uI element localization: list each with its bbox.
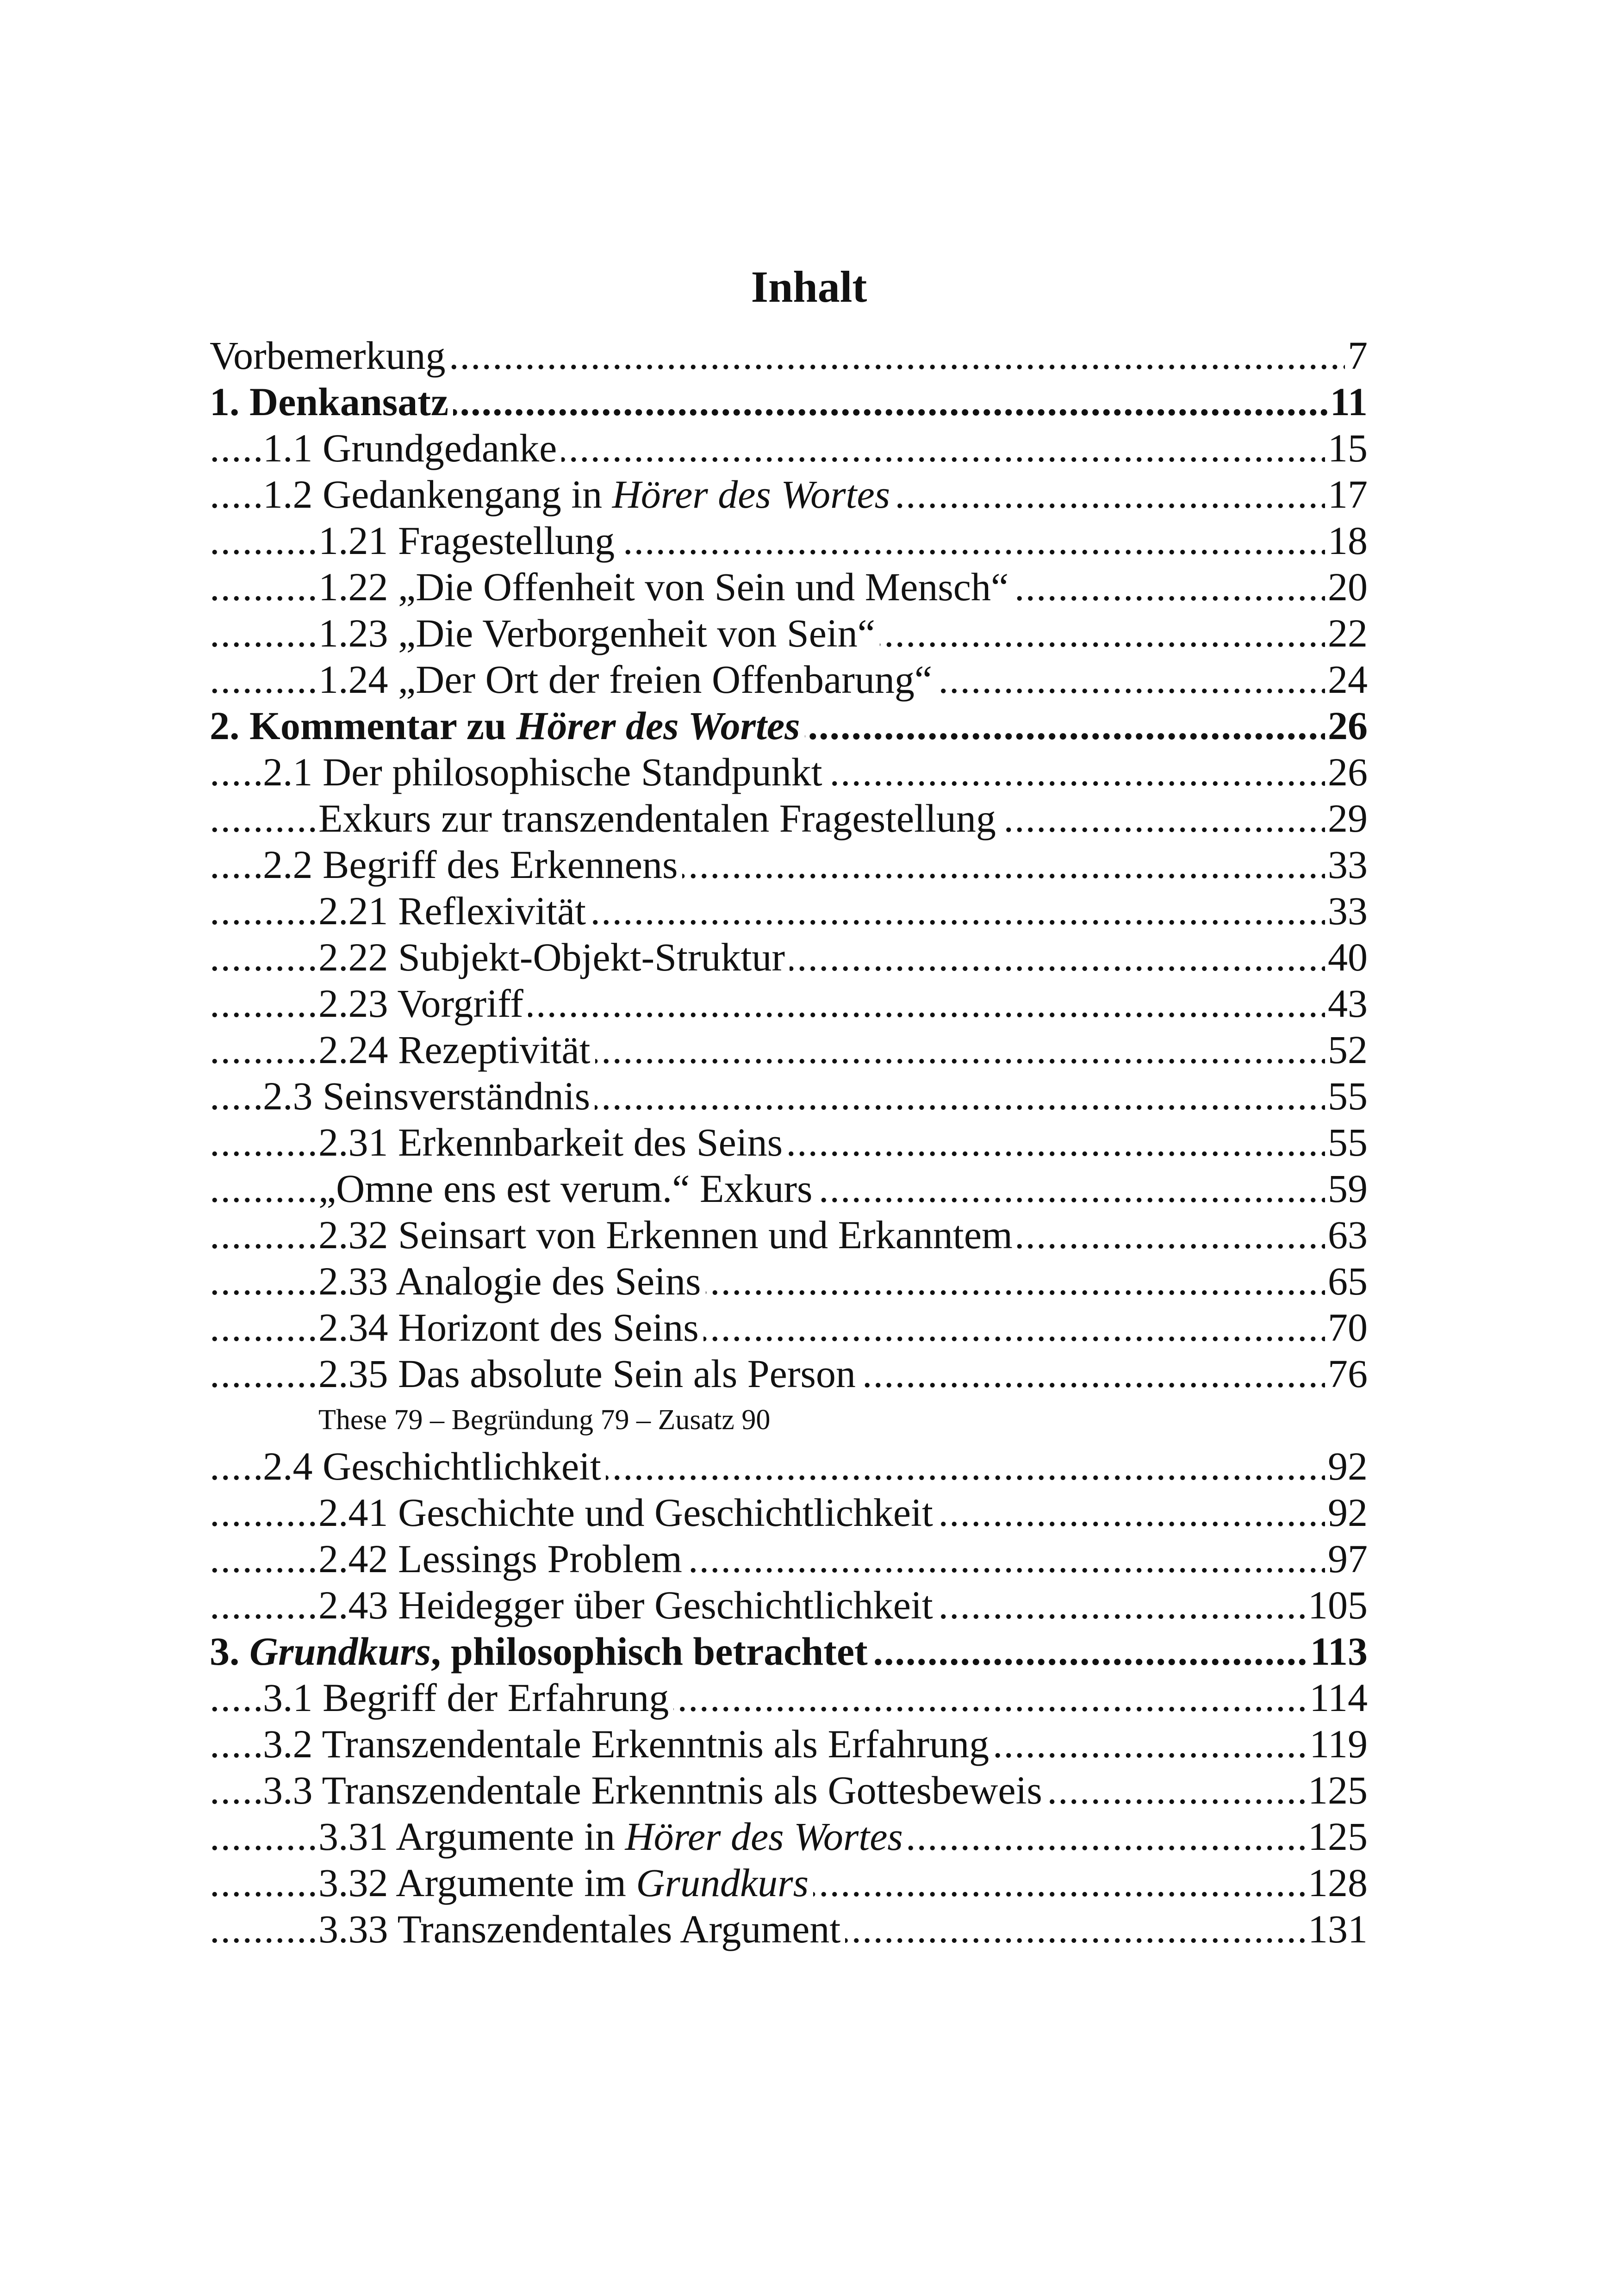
toc-entry — [210, 1073, 1368, 1119]
toc-page-number: 20 — [1325, 564, 1368, 610]
toc-page-number: 52 — [1325, 1027, 1368, 1073]
toc-page-number: 131 — [1305, 1906, 1368, 1952]
toc-entry — [210, 1721, 1368, 1767]
toc-entry-title — [318, 1166, 817, 1211]
toc-page-number: 76 — [1325, 1350, 1368, 1397]
toc-entry — [210, 564, 1368, 610]
toc-entry — [210, 1582, 1368, 1628]
toc-page-number: 18 — [1325, 517, 1368, 564]
toc-entry-title-part: 2.34 Horizont des Seins — [318, 1305, 699, 1350]
toc-entry-title — [318, 1305, 703, 1350]
page-title: Inhalt — [751, 262, 867, 311]
toc-entry-title — [318, 1583, 938, 1627]
toc-entry-title-part: 2. Kommentar zu — [210, 703, 517, 748]
toc-entry — [210, 888, 1368, 934]
toc-entry-title-part: Vorbemerkung — [210, 333, 446, 378]
toc-page-number: 29 — [1325, 795, 1368, 841]
toc-entry-title — [263, 1722, 994, 1766]
toc-entry-title — [318, 1351, 860, 1396]
toc-entry-title — [318, 1907, 845, 1951]
toc-entry — [210, 1165, 1368, 1212]
toc-entry-title-part: 3.1 Begriff der Erfahrung — [263, 1675, 669, 1720]
toc-entry-title-part: 2.32 Seinsart von Erkennen und Erkanntem — [318, 1213, 1013, 1257]
toc-entry — [210, 379, 1368, 425]
toc-page-number: 26 — [1325, 703, 1368, 749]
toc-entry-title-part: 2.21 Reflexivität — [318, 889, 586, 933]
toc-entry — [210, 425, 1368, 471]
toc-entry — [210, 703, 1368, 749]
toc-entry-title-part: 3.2 Transzendentale Erkenntnis als Erfahrung — [263, 1722, 989, 1766]
toc-page-number: 26 — [1325, 749, 1368, 795]
toc-entry-title-part: 3.3 Transzendentale Erkenntnis als Gottesbeweis — [263, 1768, 1042, 1812]
toc-page-number: 7 — [1345, 332, 1368, 379]
toc-entry — [210, 610, 1368, 656]
toc-entry-title-part: 1.21 Fragestellung — [318, 518, 615, 563]
toc-page-number: 15 — [1325, 425, 1368, 471]
toc-page-number: 43 — [1325, 980, 1368, 1027]
toc-page-number: 11 — [1327, 379, 1368, 425]
toc-entry-title-part: 1. Denkansatz — [210, 380, 449, 424]
toc-entry-title-part: Hörer des Wortes — [612, 472, 890, 516]
toc-entry-title — [263, 1768, 1047, 1812]
toc-page-number: 125 — [1305, 1813, 1368, 1860]
toc-entry-title-part: 2.42 Lessings Problem — [318, 1537, 682, 1581]
toc-entry-title — [318, 1120, 787, 1164]
toc-entry-title-part: 2.4 Geschichtlichkeit — [263, 1444, 601, 1488]
toc-page-number: 114 — [1307, 1674, 1368, 1721]
toc-entry-title-part: 2.24 Rezeptivität — [318, 1027, 591, 1072]
toc-entry — [210, 1443, 1368, 1489]
toc-entry-title-part: 1.23 „Die Verborgenheit von Sein“ — [318, 611, 875, 655]
toc-entry-title — [263, 750, 827, 794]
toc-entry — [210, 1350, 1368, 1397]
toc-entry-title-part: 3.31 Argumente in — [318, 1814, 625, 1859]
toc-entry-title — [263, 842, 682, 887]
toc-page-number: 92 — [1325, 1443, 1368, 1489]
toc-entry-title-part: 2.2 Begriff des Erkennens — [263, 842, 678, 887]
toc-page-number: 40 — [1325, 934, 1368, 980]
toc-entry-title — [210, 1629, 872, 1674]
toc-note: These 79 – Begründung 79 – Zusatz 90 — [318, 1404, 771, 1436]
toc-page-number: 113 — [1307, 1628, 1368, 1674]
toc-entry — [210, 1027, 1368, 1073]
toc-entry — [210, 1212, 1368, 1258]
toc-entry-title-part: 2.43 Heidegger über Geschichtlichkeit — [318, 1583, 933, 1627]
toc-entry — [210, 1628, 1368, 1674]
toc-page-number: 65 — [1325, 1258, 1368, 1304]
toc-entry-title-part: 1.24 „Der Ort der freien Offenbarung“ — [318, 657, 933, 702]
toc-entry — [210, 517, 1368, 564]
toc-entry-title — [318, 796, 1001, 840]
toc-page-number: 63 — [1325, 1212, 1368, 1258]
toc-entry-title — [318, 611, 880, 655]
toc-entry — [210, 471, 1368, 517]
toc-entry — [210, 1119, 1368, 1165]
toc-entry-title-part: 2.3 Seinsverständnis — [263, 1074, 591, 1118]
toc-entry-title — [263, 472, 895, 516]
toc-entry-title-part: 3.32 Argumente im — [318, 1860, 636, 1905]
toc-entry-title — [318, 1490, 938, 1535]
toc-entry-title — [263, 1675, 673, 1720]
toc-entry — [210, 1304, 1368, 1350]
toc-page-number: 33 — [1325, 841, 1368, 888]
toc-entry-title — [263, 1444, 606, 1488]
toc-entry-title-part: 1.22 „Die Offenheit von Sein und Mensch“ — [318, 565, 1009, 609]
toc-entry-title-part: 2.23 Vorgriff — [318, 981, 523, 1026]
toc-entry-title — [318, 657, 937, 702]
toc-entry — [210, 980, 1368, 1027]
toc-page-number: 59 — [1325, 1165, 1368, 1212]
toc-page-number: 22 — [1325, 610, 1368, 656]
toc-entry-title-part: 2.35 Das absolute Sein als Person — [318, 1351, 856, 1396]
toc-entry — [210, 1536, 1368, 1582]
toc-entry — [210, 1258, 1368, 1304]
toc-page-number: 97 — [1325, 1536, 1368, 1582]
toc-entry-title-part: Exkurs zur transzendentalen Fragestellung — [318, 796, 996, 840]
toc-entry-title-part: , philosophisch betrachtet — [431, 1629, 868, 1674]
toc-page-number: 128 — [1305, 1860, 1368, 1906]
toc-page-number: 24 — [1325, 656, 1368, 703]
toc-entry-title-part: 1.2 Gedankengang in — [263, 472, 612, 516]
toc-entry-title-part: Hörer des Wortes — [625, 1814, 903, 1859]
toc-entry — [210, 1813, 1368, 1860]
toc-entry — [210, 749, 1368, 795]
toc-entry — [210, 1674, 1368, 1721]
table-of-contents — [210, 332, 1368, 1952]
toc-entry-title — [210, 380, 453, 424]
toc-entry-title — [318, 565, 1013, 609]
toc-entry — [210, 332, 1368, 379]
toc-page-number: 55 — [1325, 1119, 1368, 1165]
toc-entry-title — [318, 981, 528, 1026]
toc-entry — [210, 841, 1368, 888]
toc-entry-title — [318, 889, 591, 933]
toc-page-number: 55 — [1325, 1073, 1368, 1119]
toc-entry-title-part: Grundkurs — [636, 1860, 809, 1905]
toc-entry-title-part: „Omne ens est verum.“ Exkurs — [318, 1166, 813, 1211]
toc-entry-title — [318, 1814, 908, 1859]
toc-page-number: 17 — [1325, 471, 1368, 517]
toc-entry — [210, 1767, 1368, 1813]
toc-page-number: 70 — [1325, 1304, 1368, 1350]
toc-entry-title-part: 2.31 Erkennbarkeit des Seins — [318, 1120, 783, 1164]
toc-entry — [210, 1906, 1368, 1952]
toc-entry-title-part: 2.22 Subjekt-Objekt-Struktur — [318, 935, 785, 979]
toc-entry-title — [318, 1027, 595, 1072]
toc-page-number: 92 — [1325, 1489, 1368, 1536]
toc-entry-title — [210, 333, 450, 378]
toc-entry-title — [318, 1860, 813, 1905]
toc-page-number: 119 — [1307, 1721, 1368, 1767]
toc-entry-title-part: 2.33 Analogie des Seins — [318, 1259, 701, 1303]
toc-entry-title-part: 1.1 Grundgedanke — [263, 426, 557, 470]
toc-entry-title — [318, 1213, 1017, 1257]
toc-entry-title — [318, 518, 619, 563]
toc-entry-title-part: 2.41 Geschichte und Geschichtlichkeit — [318, 1490, 933, 1535]
toc-entry-title-part: 3. — [210, 1629, 249, 1674]
toc-entry — [210, 795, 1368, 841]
toc-entry-title — [263, 426, 561, 470]
toc-entry-title — [318, 1259, 706, 1303]
toc-entry-title-part: 3.33 Transzendentales Argument — [318, 1907, 841, 1951]
toc-entry-title — [318, 1537, 687, 1581]
toc-entry-title — [318, 935, 790, 979]
toc-entry — [210, 1489, 1368, 1536]
toc-entry — [210, 934, 1368, 980]
toc-entry — [210, 656, 1368, 703]
toc-page-number: 33 — [1325, 888, 1368, 934]
toc-entry — [210, 1860, 1368, 1906]
toc-entry-title-part: 2.1 Der philosophische Standpunkt — [263, 750, 822, 794]
toc-entry-title-part: Hörer des Wortes — [516, 703, 800, 748]
toc-page-number: 105 — [1305, 1582, 1368, 1628]
toc-entry-title — [210, 703, 805, 748]
toc-entry-title-part: Grundkurs — [249, 1629, 431, 1674]
toc-entry-title — [263, 1074, 595, 1118]
toc-page-number: 125 — [1305, 1767, 1368, 1813]
